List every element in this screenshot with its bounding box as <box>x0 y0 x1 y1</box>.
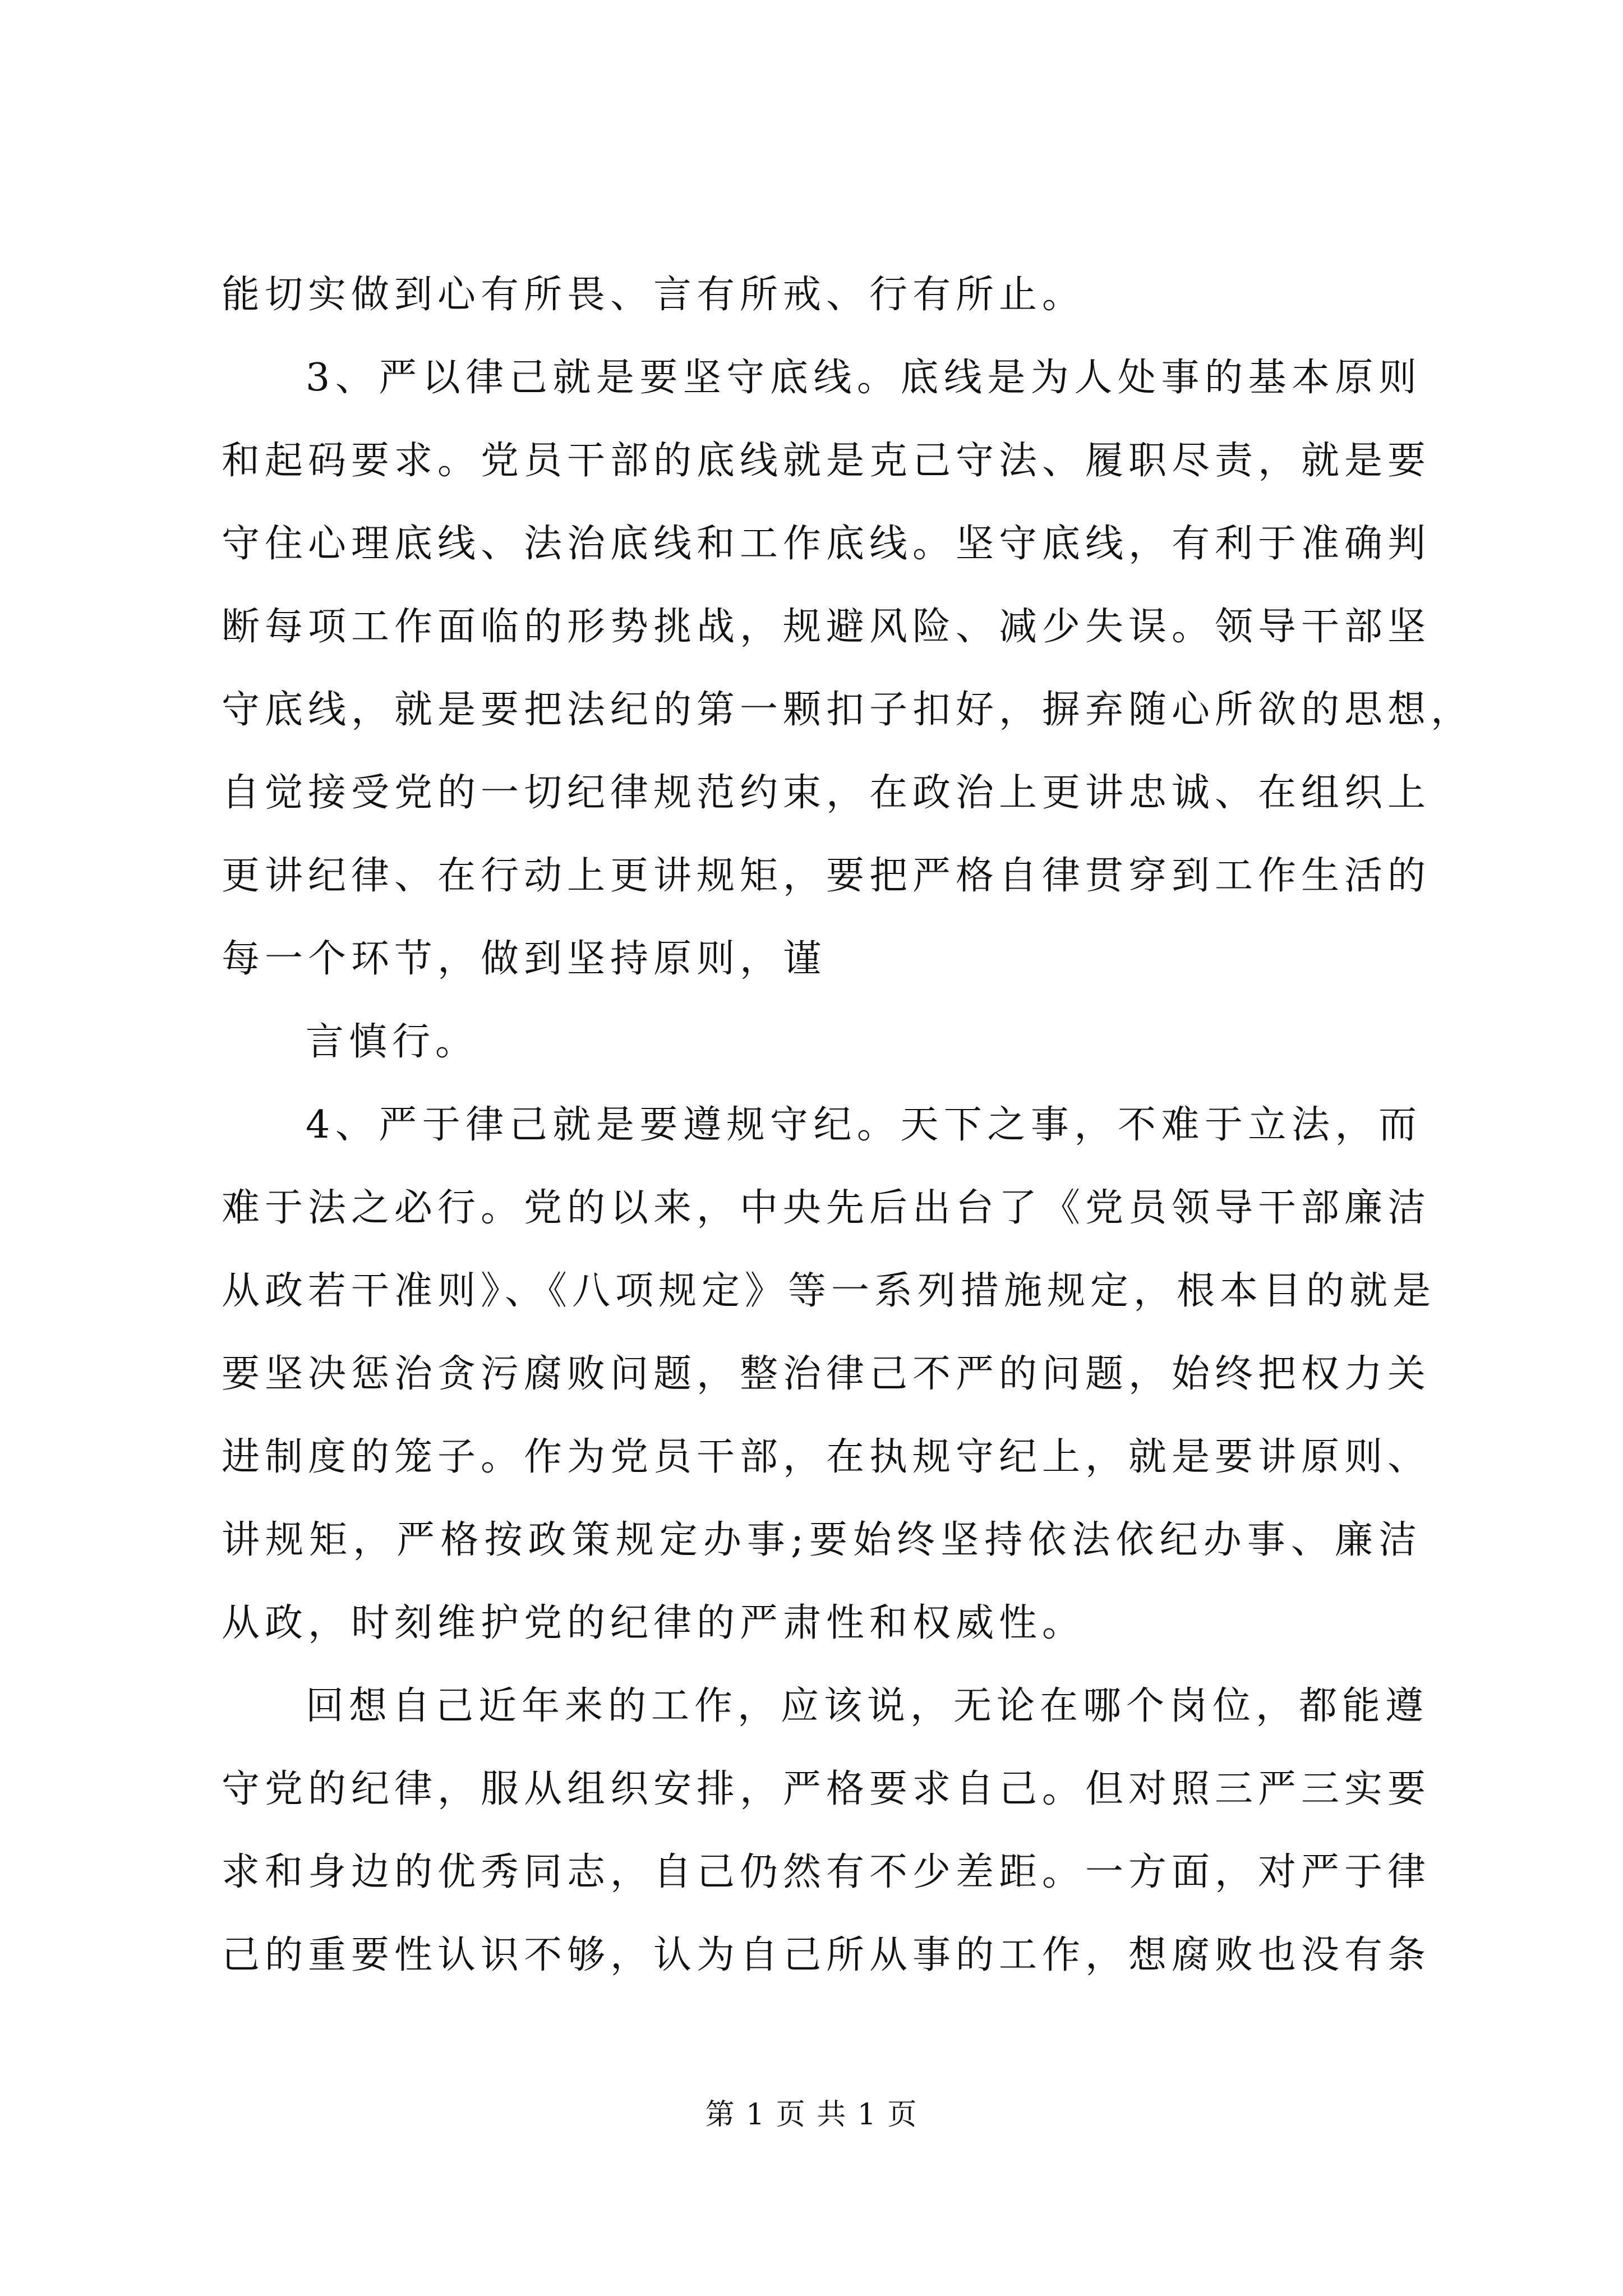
text-line: 守住心理底线、法治底线和工作底线。坚守底线，有利于准确判 <box>222 522 1431 566</box>
paragraph <box>222 1665 1431 1997</box>
paragraph <box>222 1084 1436 1665</box>
text-line: 能切实做到心有所畏、言有所戒、行有所止。 <box>222 273 1086 317</box>
text-line: 从政若干准则》、《八项规定》等一系列措施规定，根本目的就是 <box>222 1269 1436 1313</box>
text-line: 3、严以律己就是要坚守底线。底线是为人处事的基本原则 <box>306 356 1422 400</box>
text-line: 己的重要性认识不够，认为自己所从事的工作，想腐败也没有条 <box>222 1933 1431 1977</box>
paragraph <box>222 254 1422 337</box>
document-body <box>222 254 1474 1997</box>
text-line: 更讲纪律、在行动上更讲规矩，要把严格自律贯穿到工作生活的 <box>222 854 1431 898</box>
text-line: 要坚决惩治贪污腐败问题，整治律己不严的问题，始终把权力关 <box>222 1352 1431 1396</box>
text-line: 守底线，就是要把法纪的第一颗扣子扣好，摒弃随心所欲的思想， <box>222 688 1474 732</box>
text-line: 守党的纪律，服从组织安排，严格要求自己。但对照三严三实要 <box>222 1767 1431 1811</box>
text-line: 每一个环节，做到坚持原则，谨 <box>222 937 827 981</box>
paragraph <box>222 337 1474 1001</box>
text-line: 讲规矩，严格按政策规定办事;要始终坚持依法依纪办事、廉洁 <box>222 1518 1422 1562</box>
text-line: 求和身边的优秀同志，自己仍然有不少差距。一方面，对严于律 <box>222 1850 1431 1894</box>
text-line: 和起码要求。党员干部的底线就是克己守法、履职尽责，就是要 <box>222 439 1431 483</box>
text-line: 4、严于律己就是要遵规守纪。天下之事，不难于立法，而 <box>306 1103 1422 1147</box>
text-line: 言慎行。 <box>306 1020 479 1064</box>
text-line: 自觉接受党的一切纪律规范约束，在政治上更讲忠诚、在组织上 <box>222 771 1431 815</box>
text-line: 进制度的笼子。作为党员干部，在执规守纪上，就是要讲原则、 <box>222 1435 1431 1479</box>
text-line: 从政，时刻维护党的纪律的严肃性和权威性。 <box>222 1601 1086 1645</box>
text-line: 回想自己近年来的工作，应该说，无论在哪个岗位，都能遵 <box>306 1684 1429 1728</box>
paragraph <box>222 1001 1422 1084</box>
text-line: 难于法之必行。党的以来，中央先后出台了《党员领导干部廉洁 <box>222 1186 1431 1230</box>
page-footer: 第 1 页 共 1 页 <box>705 2098 918 2132</box>
text-line: 断每项工作面临的形势挑战，规避风险、减少失误。领导干部坚 <box>222 605 1431 649</box>
